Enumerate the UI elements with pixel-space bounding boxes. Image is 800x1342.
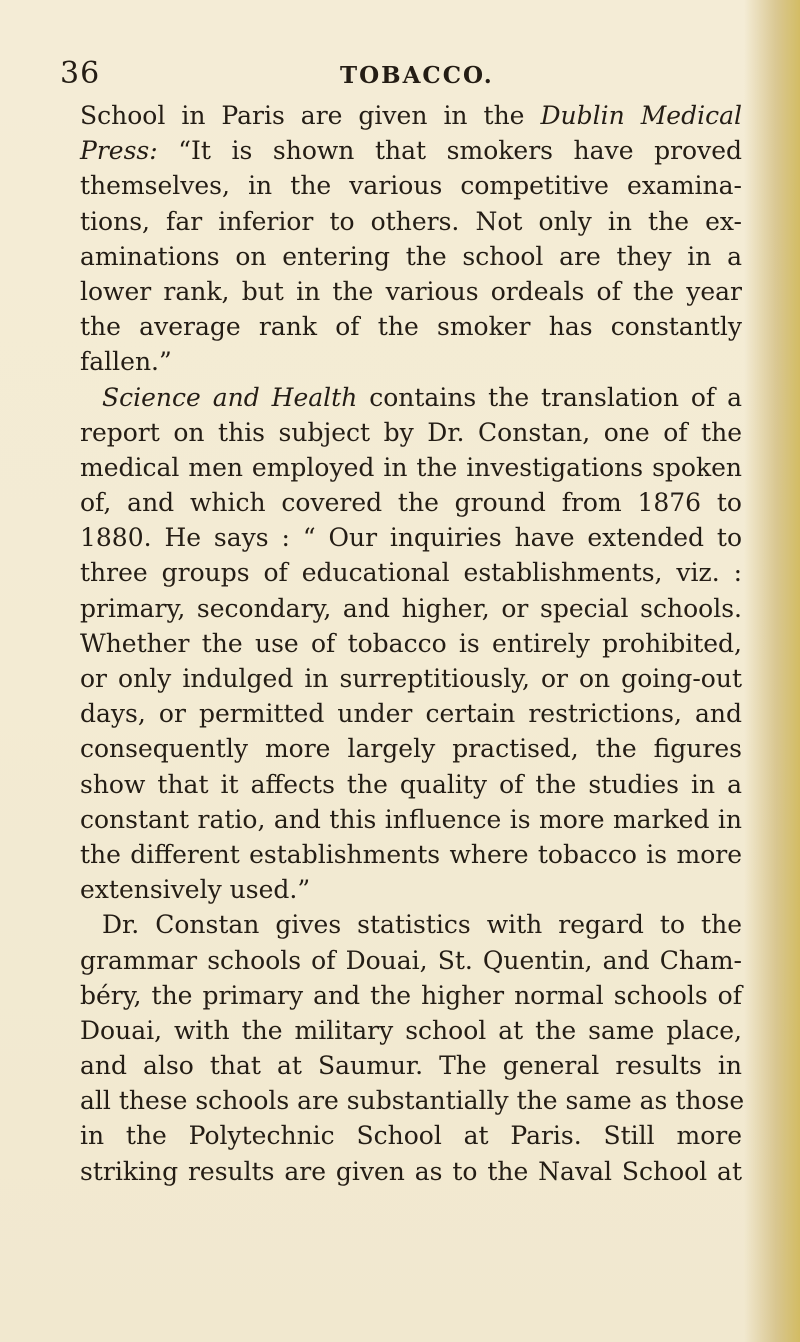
text-line: béry, the primary and the higher normal schools of: [80, 980, 742, 1010]
text-line: 1880. He says : “ Our inquiries have extended to: [80, 523, 742, 553]
text-line: the average rank of the smoker has constantly: [80, 312, 742, 342]
text-line: primary, secondary, and higher, or special schools.: [80, 593, 742, 623]
body-text: [80, 98, 745, 1189]
text-line: or only indulged in surreptitiously, or on going-out: [80, 664, 742, 693]
text-line: three groups of educational establishments, viz. :: [80, 558, 742, 588]
running-head: TOBACCO.: [340, 62, 494, 89]
text-line: School in Paris are given in the Dublin Medical: [80, 101, 742, 130]
text-line: the different establishments where tobacco is more: [80, 839, 742, 869]
page-number: 36: [60, 56, 101, 91]
text-line: Douai, with the military school at the same place,: [80, 1015, 742, 1045]
text-line: Whether the use of tobacco is entirely prohibited,: [80, 628, 742, 658]
text-line: in the Polytechnic School at Paris. Still more: [80, 1121, 742, 1151]
page-header: [60, 56, 740, 96]
text-line: themselves, in the various competitive examina-: [80, 171, 742, 201]
text-line: show that it affects the quality of the studies in a: [80, 769, 742, 799]
text-line: consequently more largely practised, the figures: [80, 734, 742, 764]
text-line: striking results are given as to the Naval School at: [80, 1156, 742, 1186]
text-line: extensively used.”: [80, 875, 311, 905]
text-line: aminations on entering the school are they in a: [80, 241, 742, 271]
text-line: all these schools are substantially the same as those: [80, 1086, 745, 1116]
text-line: Press: “It is shown that smokers have proved: [80, 136, 742, 166]
text-line: fallen.”: [80, 347, 172, 377]
text-line: grammar schools of Douai, St. Quentin, and Cham-: [80, 945, 742, 975]
text-line: Dr. Constan gives statistics with regard to the: [102, 910, 742, 940]
text-line: lower rank, but in the various ordeals of the year: [80, 276, 742, 306]
text-line: days, or permitted under certain restrictions, and: [80, 699, 742, 729]
text-line: tions, far inferior to others. Not only in the ex-: [80, 206, 742, 236]
text-line: of, and which covered the ground from 1876 to: [80, 488, 742, 518]
text-line: report on this subject by Dr. Constan, one of the: [80, 417, 742, 447]
text-line: and also that at Saumur. The general results in: [80, 1051, 742, 1081]
text-line: constant ratio, and this influence is more marked in: [80, 804, 742, 834]
text-line: medical men employed in the investigations spoken: [80, 452, 742, 482]
text-line: Science and Health contains the translation of a: [102, 382, 742, 412]
